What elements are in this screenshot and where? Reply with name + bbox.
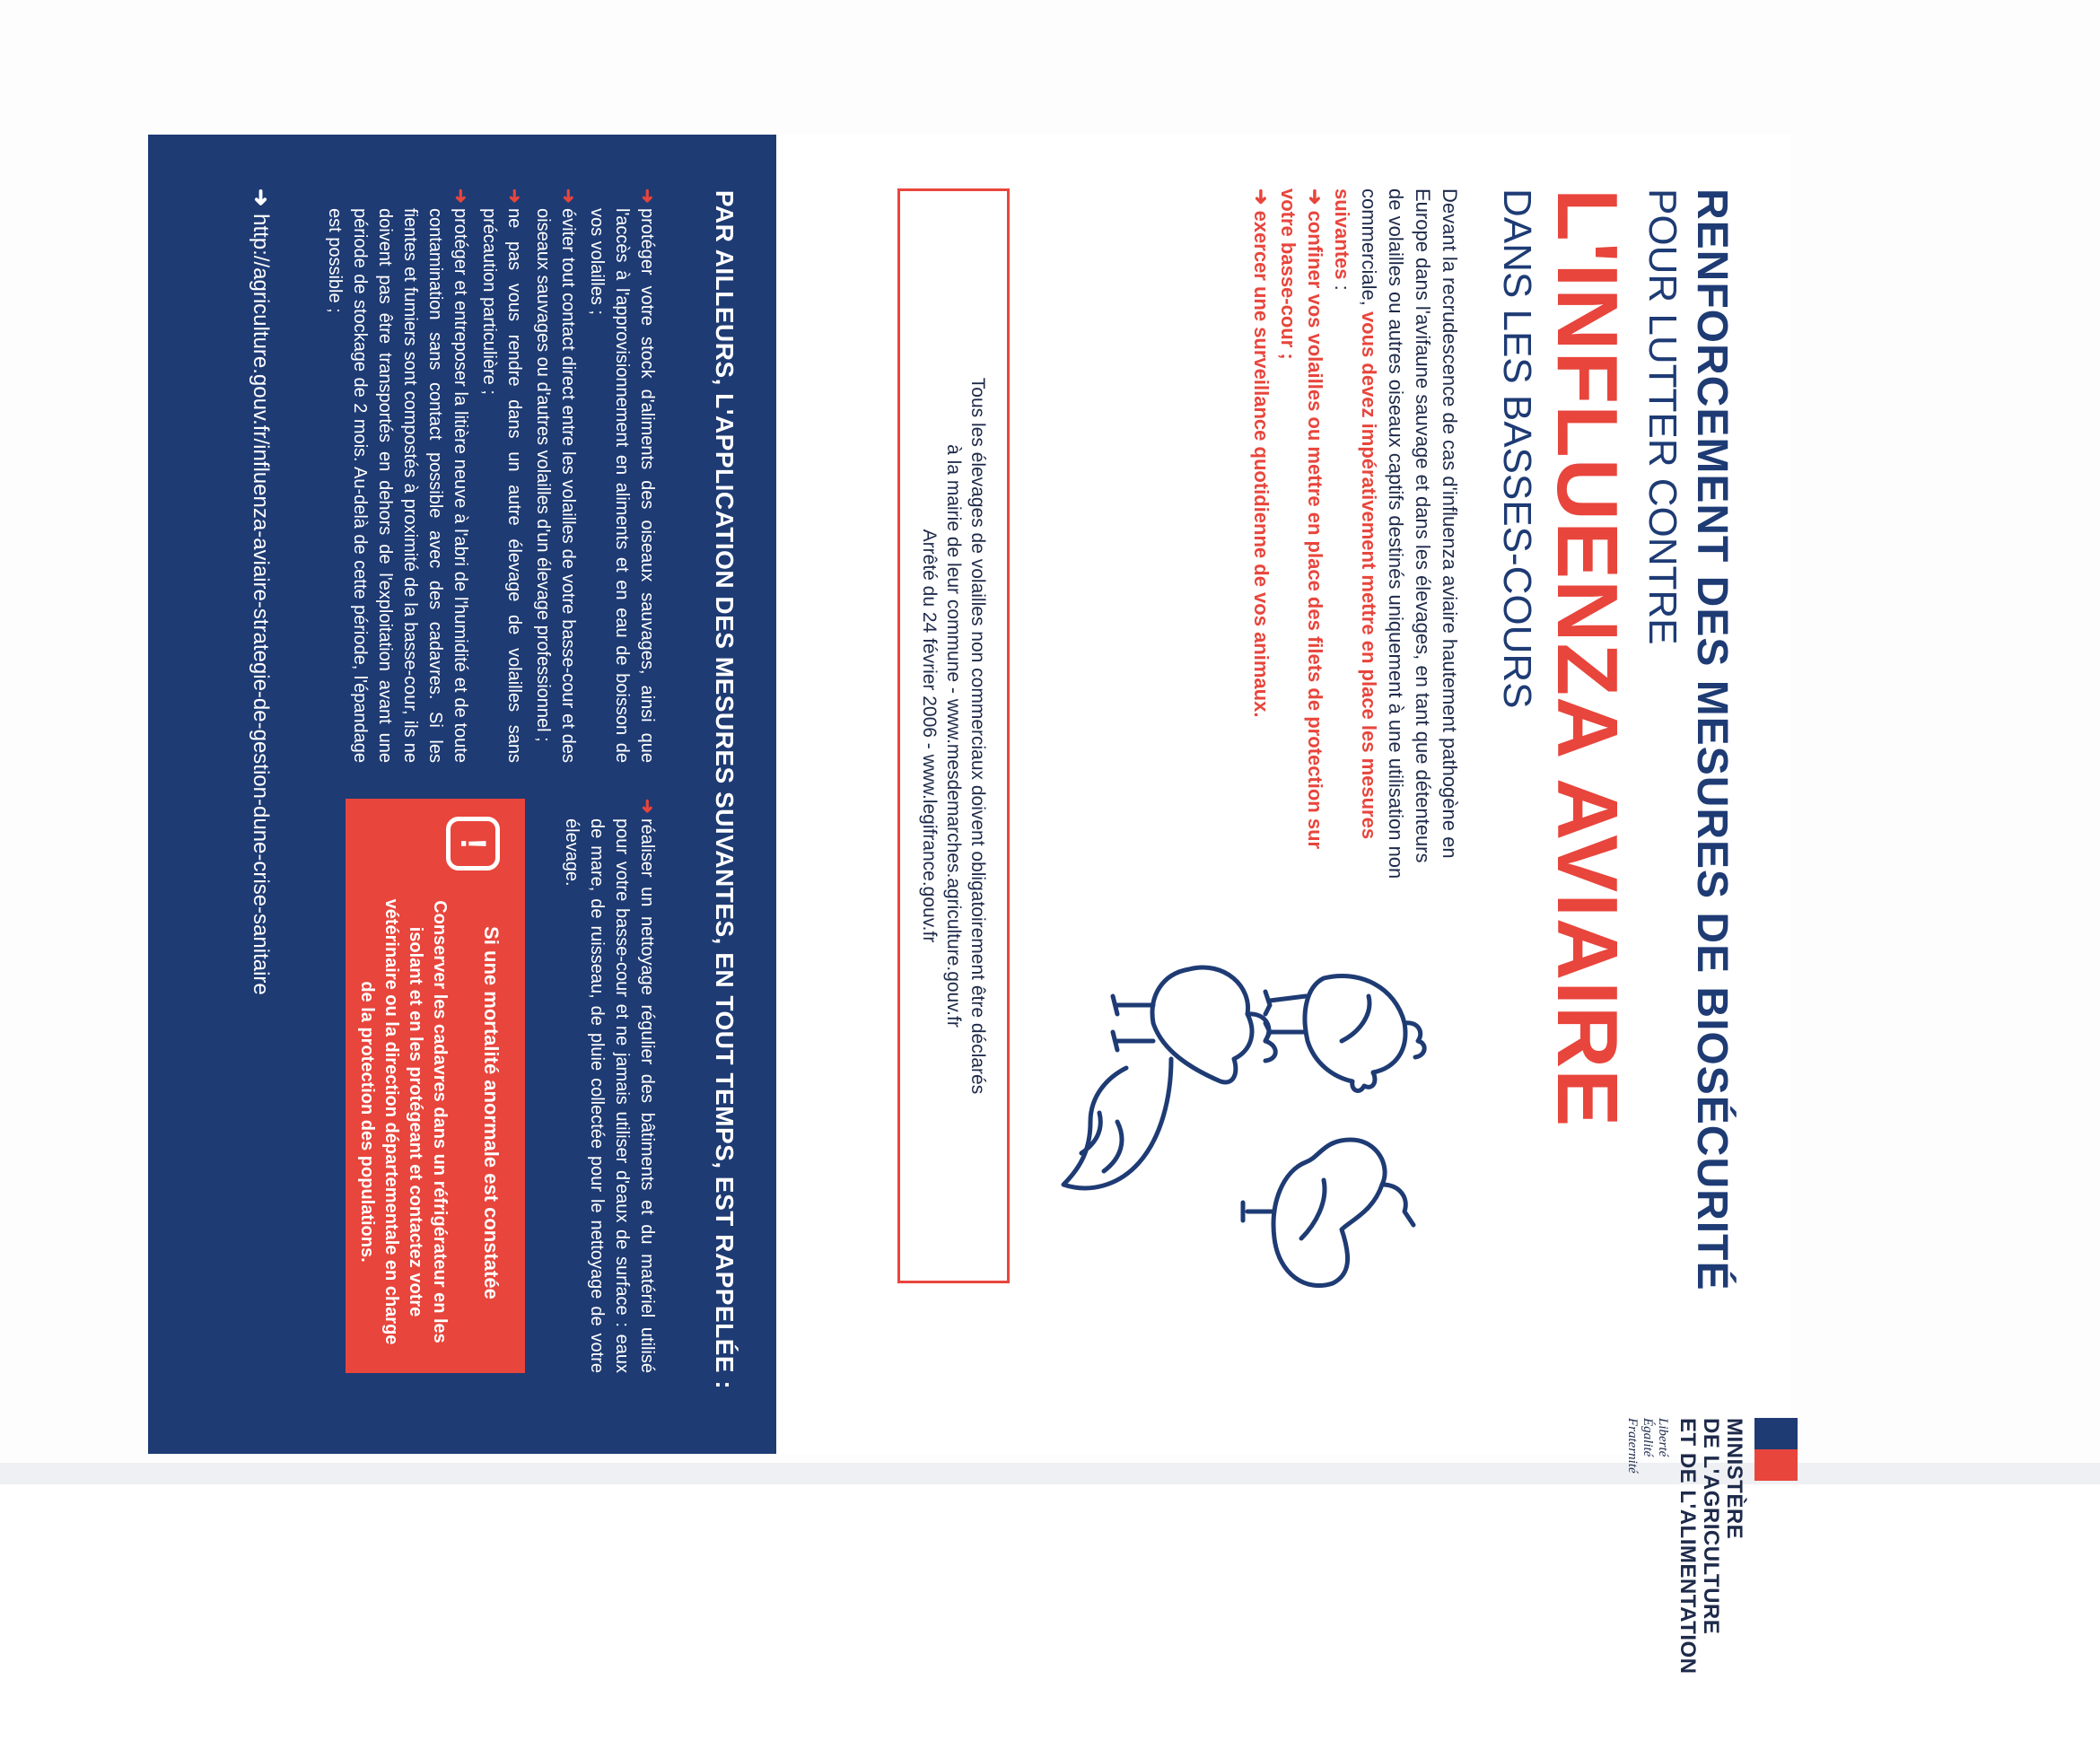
info-link[interactable] bbox=[248, 188, 274, 995]
title-line-1: RENFORCEMENT DES MESURES DE BIOSÉCURITÉ bbox=[1688, 188, 1736, 1291]
title-line-4: DANS LES BASSES-COURS bbox=[1495, 188, 1539, 709]
intro-emphasis: vous devez impérativement mettre en place les mesures suivantes bbox=[1331, 188, 1380, 840]
title-main: L'INFLUENZA AVIAIRE bbox=[1539, 188, 1635, 1128]
flyer bbox=[148, 135, 1790, 1675]
arrow-icon: ➜ bbox=[249, 188, 273, 207]
intro-text: Devant la recrudescence de cas d'influenza aviaire hautement pathogène en Europe dans l'avifaune sauvage et dans les élevages, en tant que détenteurs de volailles ou autres oiseaux captifs destinés uniquement à une utilisation non commerciale, vous devez impérativement mettre en place les mesures suivantes : ➜ confiner vos volailles ou mettre en place des filets de protection sur votre basse-cour ; ➜ exercer une surveillance quotidienne de vos animaux. bbox=[1247, 188, 1463, 888]
title-line-2: POUR LUTTER CONTRE bbox=[1641, 188, 1684, 645]
rule-item: ➜ réaliser un nettoyage régulier des bâtiments et du matériel utilisé pour votre basse-cour et ne jamais utiliser d'eaux de surface : eaux de mare, de ruisseau, de pluie collectée pour le nettoyage de votre élevage. bbox=[559, 799, 660, 1373]
intro-item: ➜ exercer une surveillance quotidienne de vos animaux. bbox=[1250, 188, 1273, 718]
rule-item: ➜ éviter tout contact direct entre les volailles de votre basse-cour et des oiseaux sauvages ou d'autres volailles d'un élevage professionnel ; bbox=[530, 188, 581, 763]
rules-title: PAR AILLEURS, L'APPLICATION DES MESURES SUIVANTES, EN TOUT TEMPS, EST RAPPELÉE : bbox=[711, 189, 739, 1390]
duck-icon bbox=[1243, 1140, 1413, 1286]
alert-body: Conserver les cadavres dans un réfrigérateur en les isolant et en les protégeant et contactez votre vétérinaire ou la direction départementale en charge de la protection des populations. bbox=[357, 898, 450, 1345]
alert-title: Si une mortalité anormale est constatée bbox=[480, 926, 503, 1299]
arrow-icon: ➜ bbox=[504, 188, 524, 204]
poultry-illustration bbox=[1028, 915, 1458, 1418]
arrow-icon: ➜ bbox=[558, 188, 578, 204]
arrow-icon: ➜ bbox=[1304, 188, 1326, 206]
info-link-url[interactable]: http://agriculture.gouv.fr/influenza-aviaire-strategie-de-gestion-dune-crise-sanitaire bbox=[249, 214, 273, 995]
rule-item: ➜ protéger votre stock d'aliments des oiseaux sauvages, ainsi que l'accès à l'approvisionnement en aliments et en eau de boisson de vos volailles ; bbox=[584, 188, 660, 763]
marianne-logo bbox=[1754, 1418, 1798, 1481]
declaration-notice: Tous les élevages de volailles non commerciaux doivent obligatoirement être déclarés à la mairie de leur commune - www.mesdemarches.agriculture.gouv.fr Arrêté du 24 février 2006 - www.legifrance.gouv.fr bbox=[897, 188, 1010, 1283]
arrow-icon: ➜ bbox=[637, 799, 657, 814]
rooster-icon bbox=[1063, 967, 1275, 1188]
arrow-icon: ➜ bbox=[637, 188, 657, 204]
rules-right-column bbox=[556, 799, 660, 1373]
rule-item: ➜ ne pas vous rendre dans un autre élevage de volailles sans précaution particulière ; bbox=[477, 188, 527, 763]
republic-motto: Liberté Égalité Fraternité bbox=[1625, 1418, 1670, 1474]
arrow-icon: ➜ bbox=[1250, 188, 1273, 206]
hen-icon bbox=[1265, 975, 1424, 1090]
mortality-alert bbox=[346, 799, 525, 1373]
ministry-name: MINISTÈRE DE L'AGRICULTURE ET DE L'ALIMENTATION bbox=[1676, 1418, 1746, 1675]
rule-item: ➜ protéger et entreposer la litière neuve à l'abri de l'humidité et de toute contamination sans contact possible avec des cadavres. Si les fientes et fumiers sont compostés à proximité de la basse-cour, ils ne doivent pas être transportés en dehors de l'exploitation avant une période de stockage de 2 mois. Au-delà de cette période, l'épandage est possible ; bbox=[322, 188, 473, 763]
intro-item: ➜ confiner vos volailles ou mettre en place des filets de protection sur votre basse-cour ; bbox=[1277, 188, 1326, 850]
warning-icon: ! bbox=[446, 817, 500, 870]
arrow-icon: ➜ bbox=[451, 188, 470, 204]
rules-panel bbox=[148, 135, 776, 1454]
rules-left-column bbox=[319, 188, 660, 763]
